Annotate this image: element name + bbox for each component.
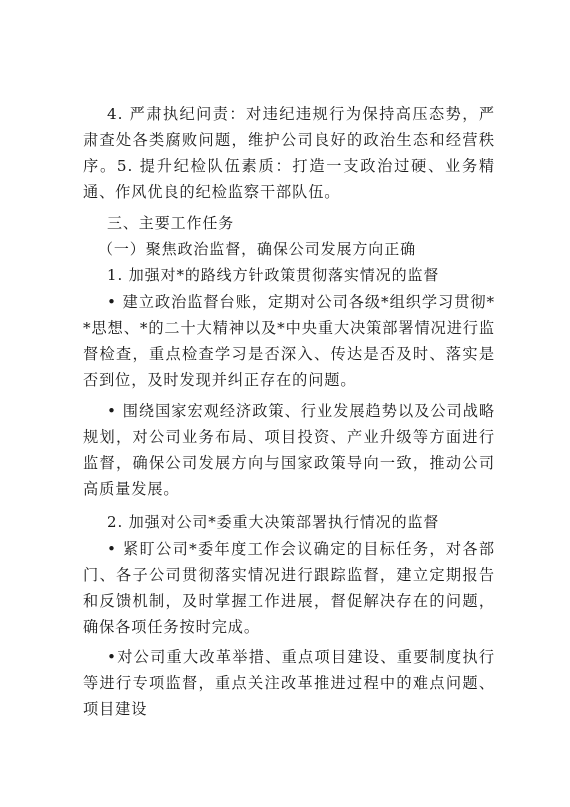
subsection-heading-political-supervision: （一）聚焦政治监督，确保公司发展方向正确	[98, 240, 417, 258]
item-2-bullet-1: • 紧盯公司*委年度工作会议确定的目标任务，对各部门、各子公司贯彻落实情况进行跟踪监督，建立定期报告和反馈机制，及时掌握工作进展，督促解决存在的问题，确保各项任务按时完成。	[83, 540, 495, 636]
item-2-title: 2. 加强对公司*委重大决策部署执行情况的监督	[107, 513, 440, 531]
item-2-bullet-2: •对公司重大改革举措、重点项目建设、重要制度执行等进行专项监督，重点关注改革推进过程中的难点问题、项目建设	[83, 648, 495, 718]
section-heading-main-tasks: 三、主要工作任务	[107, 214, 235, 232]
item-1-bullet-1: • 建立政治监督台账，定期对公司各级*组织学习贯彻**思想、*的二十大精神以及*中央重大决策部署情况进行监督检查，重点检查学习是否深入、传达是否及时、落实是否到位，及时发现并纠正存在的问题。	[83, 293, 495, 389]
paragraph-goals-4-5: 4. 严肃执纪问责：对违纪违规行为保持高压态势，严肃查处各类腐败问题，维护公司良好的政治生态和经营秩序。5. 提升纪检队伍素质：打造一支政治过硬、业务精通、作风优良的纪检监察干部队伍。	[83, 105, 495, 201]
item-1-bullet-2: • 围绕国家宏观经济政策、行业发展趋势以及公司战略规划，对公司业务布局、项目投资、产业升级等方面进行监督，确保公司发展方向与国家政策导向一致，推动公司高质量发展。	[83, 402, 495, 498]
item-1-title: 1. 加强对*的路线方针政策贯彻落实情况的监督	[107, 266, 440, 284]
